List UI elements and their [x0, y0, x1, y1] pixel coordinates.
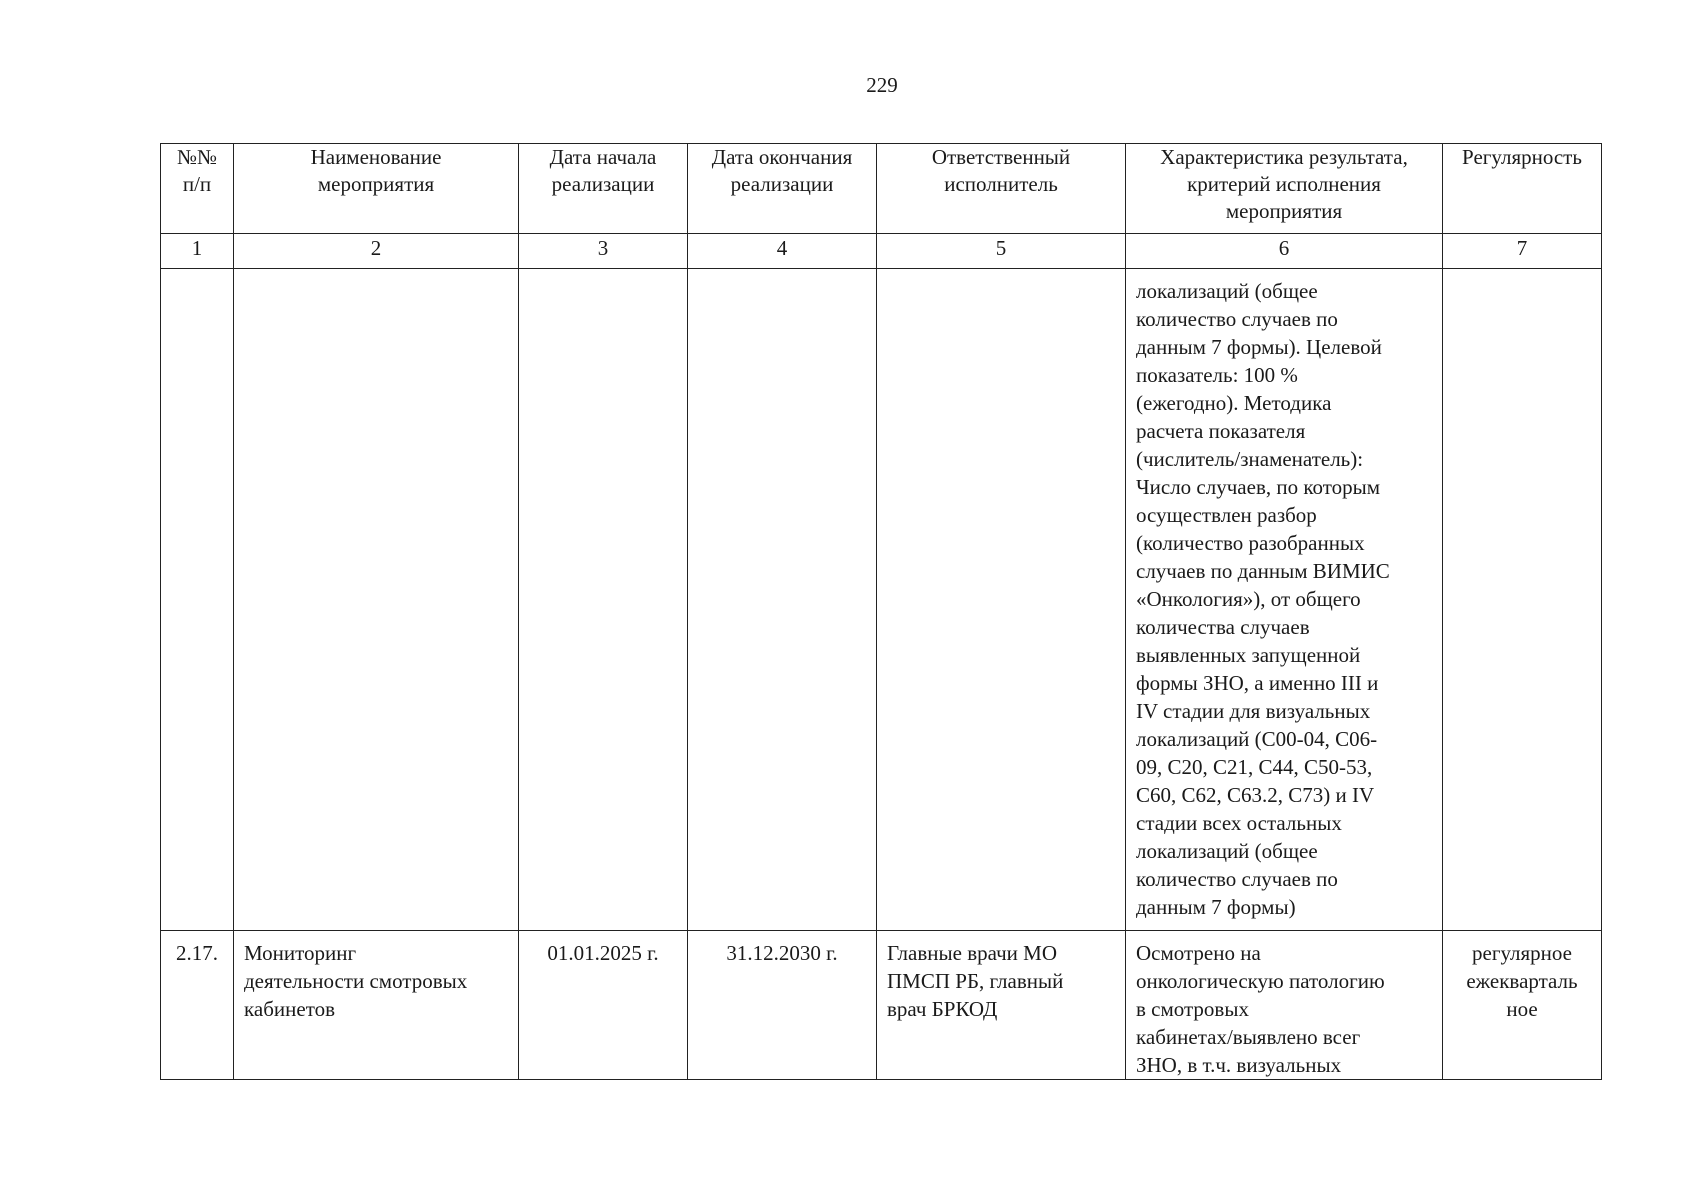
header-end-date: Дата окончания реализации [688, 144, 877, 234]
result-criteria-text: Осмотрено на онкологическую патологию в смотровых кабинетах/выявлено всег ЗНО, в т.ч. визуальных [1126, 931, 1443, 1080]
column-number: 7 [1443, 234, 1602, 269]
column-number: 3 [519, 234, 688, 269]
result-criteria-text: локализаций (общее количество случаев по данным 7 формы). Целевой показатель: 100 % (ежегодно). Методика расчета показателя (числитель/знаменатель): Число случаев, по которым осуществлен разбор (количество разобранных случаев по данным ВИМИС «Онкология»), от общего количества случаев выявленных запущенной формы ЗНО, а именно III и IV стадии для визуальных локализаций (С00-04, С06- 09, С20, С21, С44, С50-53, С60, С62, С63.2, С73) и IV стадии всех остальных локализаций (общее количество случаев по данным 7 формы) [1126, 269, 1443, 931]
header-result: Характеристика результата, критерий исполнения мероприятия [1126, 144, 1443, 234]
start-date: 01.01.2025 г. [519, 931, 688, 1080]
empty-cell [519, 269, 688, 931]
table-header-row [161, 144, 1602, 234]
header-responsible: Ответственный исполнитель [877, 144, 1126, 234]
empty-cell [234, 269, 519, 931]
column-number: 1 [161, 234, 234, 269]
header-start-date: Дата начала реализации [519, 144, 688, 234]
regularity: регулярное ежекварталь ное [1443, 931, 1602, 1080]
header-event-name: Наименование мероприятия [234, 144, 519, 234]
column-number: 5 [877, 234, 1126, 269]
responsible-executor: Главные врачи МО ПМСП РБ, главный врач БРКОД [877, 931, 1126, 1080]
end-date: 31.12.2030 г. [688, 931, 877, 1080]
empty-cell [161, 269, 234, 931]
page-number: 229 [866, 73, 898, 97]
table-row-2-17 [161, 931, 1602, 1080]
empty-cell [1443, 269, 1602, 931]
table-row-continuation [161, 269, 1602, 931]
header-regularity: Регулярность [1443, 144, 1602, 234]
empty-cell [688, 269, 877, 931]
event-name: Мониторинг деятельности смотровых кабинетов [234, 931, 519, 1080]
column-number: 6 [1126, 234, 1443, 269]
plan-table [160, 143, 1602, 1080]
row-number: 2.17. [161, 931, 234, 1080]
header-number: №№ п/п [161, 144, 234, 234]
column-number: 2 [234, 234, 519, 269]
column-number: 4 [688, 234, 877, 269]
empty-cell [877, 269, 1126, 931]
column-number-row [161, 234, 1602, 269]
